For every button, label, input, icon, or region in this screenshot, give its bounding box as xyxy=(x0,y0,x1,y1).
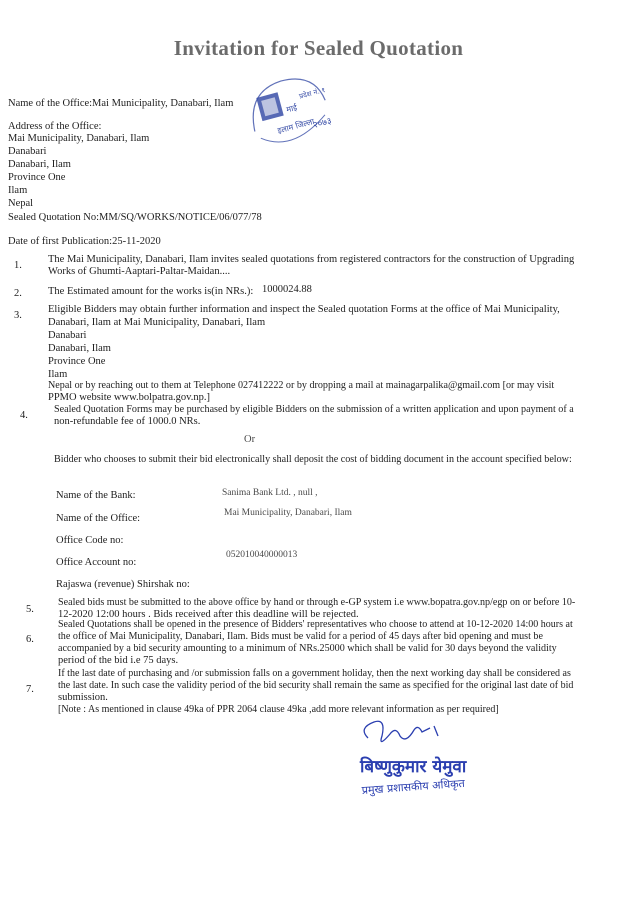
address-line: Province One xyxy=(8,172,66,183)
address-line: Danabari xyxy=(8,146,47,157)
signature-stamp xyxy=(356,710,486,802)
item-number: 1. xyxy=(14,260,22,271)
svg-text:माई: माई xyxy=(285,102,299,115)
item-6-line: period of the bid i.e 75 days. xyxy=(58,655,179,666)
item-number: 3. xyxy=(14,310,22,321)
item-7-note: [Note : As mentioned in clause 49ka of PPR 2064 clause 49ka ,add more relevant information as per required] xyxy=(58,704,499,715)
item-3-line: Province One xyxy=(48,356,106,367)
item-7-line: the last date. In such case the validity period of the bid security shall remain the same as specified for the original last date of bid xyxy=(58,680,574,691)
item-6-line: the office of Mai Municipality, Danabari, Ilam. Bids must be valid for a period of 45 days after bid opening and must be xyxy=(58,631,543,642)
item-3-line: Nepal or by reaching out to them at Telephone 027412222 or by dropping a mail at mainagarpalika@gmail.com [or may visit xyxy=(48,380,555,391)
svg-text:इलाम जिल्ला: इलाम जिल्ला xyxy=(276,116,316,136)
account-number-value: 052010040000013 xyxy=(226,550,298,560)
electronic-bid-text: Bidder who chooses to submit their bid electronically shall deposit the cost of bidding document in the account specified below: xyxy=(54,454,572,465)
estimated-amount-label: The Estimated amount for the works is(in NRs.): xyxy=(48,286,254,297)
item-number: 6. xyxy=(26,634,34,645)
shirshak-label: Rajaswa (revenue) Shirshak no: xyxy=(56,579,190,590)
item-6-line: accompanied by a bid security amounting to a minimum of NRs.25000 which shall be valid for 30 days beyond the validity xyxy=(58,643,557,654)
item-3-line: Ilam xyxy=(48,369,68,380)
item-number: 2. xyxy=(14,288,22,299)
item-5-line: Sealed bids must be submitted to the above office by hand or through e-GP system i.e www.bopatra.gov.np/egp on or before 10- xyxy=(58,597,576,608)
item-3-line: Danabari xyxy=(48,330,87,341)
item-1-line: Works of Ghumti-Aaptari-Paltar-Maidan.... xyxy=(48,266,231,277)
bank-office-value: Mai Municipality, Danabari, Ilam xyxy=(224,508,352,518)
quotation-number: Sealed Quotation No:MM/SQ/WORKS/NOTICE/06/077/78 xyxy=(8,212,262,223)
account-number-label: Office Account no: xyxy=(56,557,137,568)
item-4-line: Sealed Quotation Forms may be purchased by eligible Bidders on the submission of a written application and upon payment of a xyxy=(54,404,574,415)
item-number: 4. xyxy=(20,410,28,421)
address-line: Nepal xyxy=(8,198,34,209)
item-3-line: Danabari, Ilam at Mai Municipality, Danabari, Ilam xyxy=(48,317,266,328)
item-1-line: The Mai Municipality, Danabari, Ilam invites sealed quotations from registered contractors for the construction of Upgrading xyxy=(48,254,575,265)
address-line: Danabari, Ilam xyxy=(8,159,71,170)
page-title: Invitation for Sealed Quotation xyxy=(173,36,464,60)
item-3-line: PPMO website www.bolpatra.gov.np.] xyxy=(48,392,210,403)
bank-office-label: Name of the Office: xyxy=(56,513,141,524)
svg-text:बिष्णुकुमार येमुवा: बिष्णुकुमार येमुवा xyxy=(360,757,467,777)
item-7-line: submission. xyxy=(58,692,108,703)
svg-text:प्रदेश नं. १: प्रदेश नं. १ xyxy=(298,86,327,101)
item-3-line: Eligible Bidders may obtain further information and inspect the Sealed quotation Forms at the office of Mai Municipality, xyxy=(48,304,560,315)
item-3-line: Danabari, Ilam xyxy=(48,343,111,354)
bank-name-label: Name of the Bank: xyxy=(56,490,136,501)
office-name: Name of the Office:Mai Municipality, Danabari, Ilam xyxy=(8,98,234,109)
item-number: 7. xyxy=(26,684,34,695)
address-line: Ilam xyxy=(8,185,28,196)
svg-text:प्रमुख प्रशासकीय अधिकृत: प्रमुख प्रशासकीय अधिकृत xyxy=(361,776,466,797)
item-number: 5. xyxy=(26,604,34,615)
or-text: Or xyxy=(244,434,256,445)
svg-text:२०७३: २०७३ xyxy=(312,116,333,131)
municipal-seal-stamp xyxy=(243,72,335,152)
publication-date: Date of first Publication:25-11-2020 xyxy=(8,236,161,247)
bank-name-value: Sanima Bank Ltd. , null , xyxy=(222,488,318,498)
item-5-line: 12-2020 12:00 hours . Bids received after this deadline will be rejected. xyxy=(58,609,359,620)
address-line: Mai Municipality, Danabari, Ilam xyxy=(8,133,150,144)
address-label: Address of the Office: xyxy=(8,121,102,132)
item-7-line: If the last date of purchasing and /or submission falls on a government holiday, then the next working day shall be considered as xyxy=(58,668,571,679)
office-code-label: Office Code no: xyxy=(56,535,124,546)
estimated-amount-value: 1000024.88 xyxy=(262,284,312,295)
item-6-line: Sealed Quotations shall be opened in the presence of Bidders' representatives who choose to attend at 10-12-2020 14:00 hours at xyxy=(58,619,573,630)
item-4-line: non-refundable fee of 1000.0 NRs. xyxy=(54,416,201,427)
